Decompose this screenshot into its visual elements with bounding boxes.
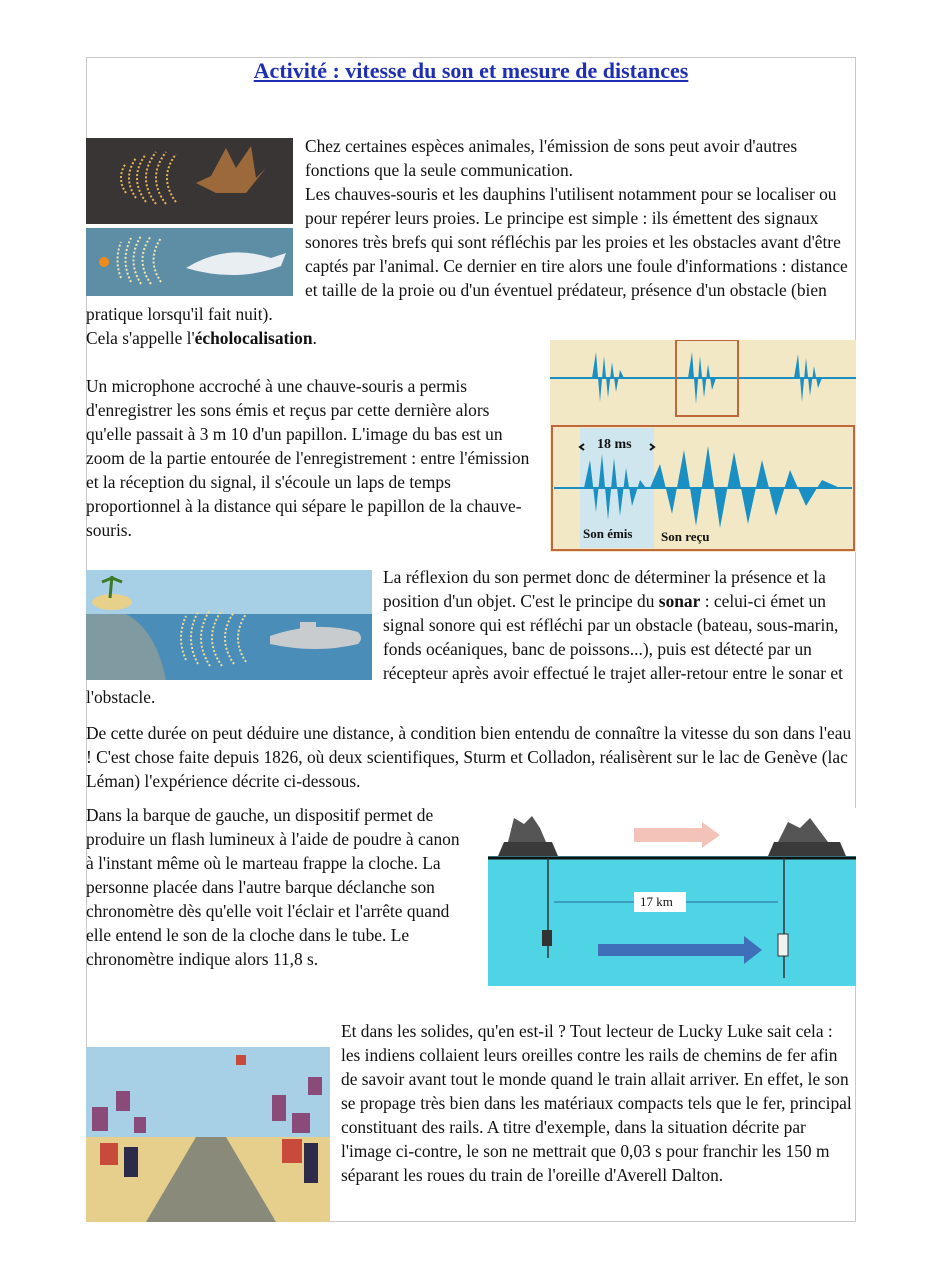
float-spacer	[86, 134, 305, 293]
sound-recording-figure	[550, 340, 856, 552]
solids-paragraph	[86, 1019, 856, 1223]
echolocation-term: écholocalisation	[194, 328, 313, 348]
intro-text-3-end: .	[312, 328, 317, 348]
sonar-text: La réflexion du son permet donc de déterminer la présence et la position d'un objet. C'est le principe du	[383, 567, 826, 611]
solids-text: Et dans les solides, qu'en est-il ? Tout lecteur de Lucky Luke sait cela : les indiens collaient leurs oreilles contre les rails de chemins de fer afin de savoir avant tout le monde quand le train allait arriver. En effet, le son se propage très bien dans les matériaux compacts tels que le fer, principal constituant des rails. A titre d'exemple, dans la situation décrite par l'image ci-contre, le son ne mettrait que 0,03 s pour franchir les 150 m séparant les roues du train de l'oreille d'Averell Dalton.	[341, 1021, 852, 1185]
sonar-text-end: : celui-ci émet un signal sonore qui est réfléchi par un obstacle (bateau, sous-marin, fonds océaniques, banc de poissons...), puis est détecté par un récepteur après avoir effectué le trajet aller-retour entre le sonar et l'obstacle.	[86, 591, 843, 707]
intro-text-1: Chez certaines espèces animales, l'émission de sons peut avoir d'autres fonctions que la seule communication.	[305, 136, 798, 180]
page-title: Activité : vitesse du son et mesure de distances	[253, 58, 689, 83]
intro-text-2: Les chauves-souris et les dauphins l'utilisent notamment pour se localiser ou pour repérer leurs proies. Le principe est simple : ils émettent des signaux sonores très brefs qui sont réfléchis par les proies et les obstacles avant d'être captés par l'animal. Ce dernier en tire alors une foule d'informations : distance et taille de la proie ou d'un éventuel prédateur, présence d'un obstacle (bien pratique lorsqu'il fait nuit).	[86, 184, 848, 324]
microphone-paragraph: Un microphone accroché à une chauve-souris a permis d'enregistrer les sons émis et reçus par cette dernière alors qu'elle passait à 3 m 10 d'un papillon. L'image du bas est un zoom de la partie entourée de l'enregistrement : entre l'émission et la réception du signal, il s'écoule un laps de temps proportionnel à la distance qui sépare le papillon de la chauve-souris.	[86, 376, 530, 540]
float-spacer	[86, 1043, 341, 1223]
distance-label: 17 km	[640, 894, 673, 909]
float-spacer	[86, 565, 383, 685]
sonar-paragraph	[86, 565, 856, 709]
received-sound-label: Son reçu	[661, 529, 710, 544]
sonar-term: sonar	[658, 591, 701, 611]
boat-paragraph: Dans la barque de gauche, un dispositif permet de produire un flash lumineux à l'aide de poudre à canon à l'instant même où le marteau frappe la cloche. La personne placée dans l'autre barque déclanche son chronomètre dès qu'elle voit l'éclair et l'arrête quand elle entend le son de la cloche dans le tube. Le chronomètre indique alors 11,8 s.	[86, 805, 460, 969]
duration-paragraph: De cette durée on peut déduire une distance, à condition bien entendu de connaître la vitesse du son dans l'eau ! C'est chose faite depuis 1826, où deux scientifiques, Sturm et Colladon, réalisèrent sur le lac de Genève (lac Léman) l'expérience décrite ci-dessous.	[86, 723, 852, 791]
delay-label: 18 ms	[597, 437, 632, 452]
intro-paragraph	[86, 134, 856, 350]
emitted-sound-label: Son émis	[583, 526, 633, 541]
intro-text-3: Cela s'appelle l'	[86, 328, 195, 348]
